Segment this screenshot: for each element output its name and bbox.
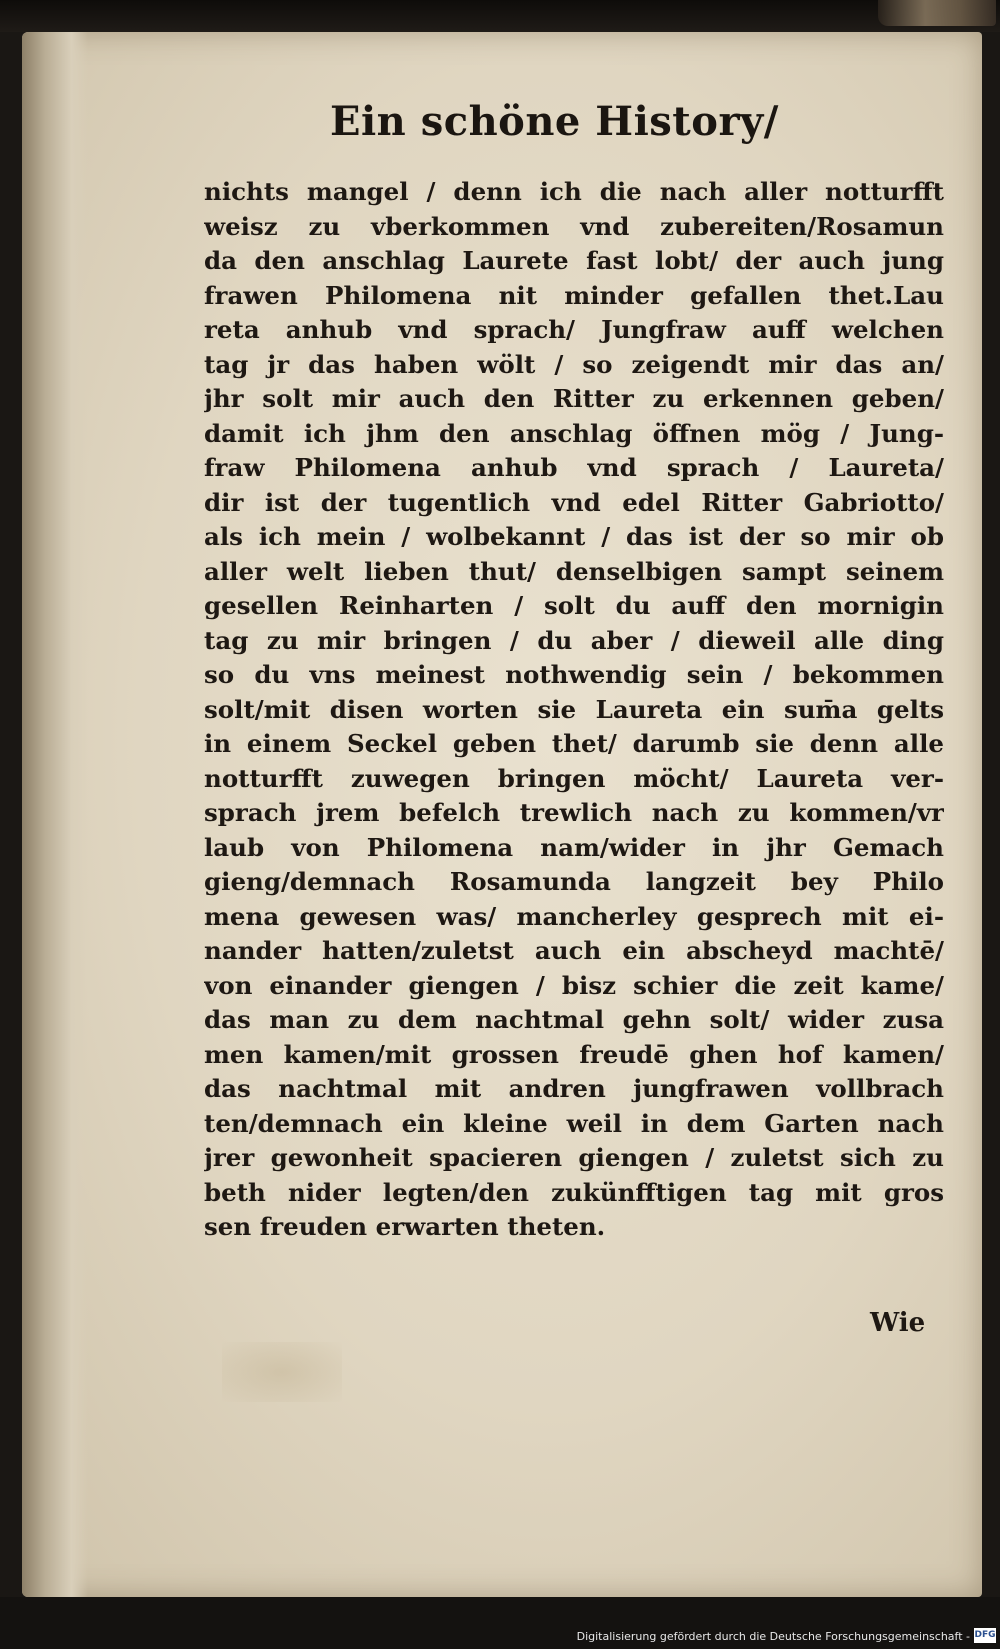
- catchword: Wie: [870, 1308, 926, 1338]
- text-line: gesellen Reinharten / solt du auff den mornigin: [204, 591, 944, 620]
- text-line: dir ist der tugentlich vnd edel Ritter Gabriotto/: [204, 487, 944, 517]
- text-line: weisz zu vberkommen vnd zubereiten/Rosamun: [204, 211, 944, 241]
- text-line: nander hatten/zuletst auch ein abscheyd machtē/: [204, 936, 944, 965]
- running-head: Ein schöne History/: [330, 98, 779, 145]
- adjacent-page-corner: [878, 0, 996, 26]
- text-line: damit ich jhm den anschlag öffnen mög / Jung-: [204, 418, 944, 448]
- funding-credit: Digitalisierung gefördert durch die Deutsche Forschungsgemeinschaft -: [576, 1630, 970, 1643]
- text-line: beth nider legten/den zukünfftigen tag mit gros: [204, 1177, 944, 1207]
- text-line: tag jr das haben wölt / so zeigendt mir das an/: [204, 349, 944, 379]
- text-line: nichts mangel / denn ich die nach aller notturfft: [204, 177, 944, 206]
- text-line: tag zu mir bringen / du aber / dieweil alle ding: [204, 625, 944, 655]
- text-line: gieng/demnach Rosamunda langzeit bey Philo: [204, 867, 944, 896]
- body-text: [204, 175, 944, 1245]
- text-line: mena gewesen was/ mancherley gesprech mit ei-: [204, 901, 944, 931]
- text-line: laub von Philomena nam/wider in jhr Gemach: [204, 832, 944, 862]
- text-line: jhr solt mir auch den Ritter zu erkennen geben/: [204, 384, 944, 413]
- page-gutter-shadow: [22, 32, 88, 1597]
- book-top-edge: [0, 0, 1000, 32]
- text-line: da den anschlag Laurete fast lobt/ der auch jung: [204, 246, 944, 275]
- text-line: fraw Philomena anhub vnd sprach / Laureta/: [204, 453, 944, 482]
- text-line: jrer gewonheit spacieren giengen / zuletst sich zu: [204, 1143, 944, 1172]
- text-line: das nachtmal mit andren jungfrawen vollbrach: [204, 1074, 944, 1103]
- text-line: von einander giengen / bisz schier die zeit kame/: [204, 970, 944, 1000]
- text-line: aller welt lieben thut/ denselbigen sampt seinem: [204, 556, 944, 586]
- text-line: solt/mit disen worten sie Laureta ein sum̄a gelts: [204, 694, 944, 724]
- text-line: frawen Philomena nit minder gefallen thet.Lau: [204, 280, 944, 310]
- paper-stain: [222, 1342, 342, 1402]
- text-line: sen freuden erwarten theten.: [204, 1212, 606, 1241]
- text-line: ten/demnach ein kleine weil in dem Garten nach: [204, 1108, 944, 1138]
- text-line: notturfft zuwegen bringen möcht/ Laureta ver-: [204, 763, 944, 793]
- text-line: als ich mein / wolbekannt / das ist der so mir ob: [204, 522, 944, 551]
- text-line: das man zu dem nachtmal gehn solt/ wider zusa: [204, 1005, 944, 1034]
- text-line: sprach jrem befelch trewlich nach zu kommen/vr: [204, 798, 944, 827]
- text-line: men kamen/mit grossen freudē ghen hof kamen/: [204, 1039, 944, 1069]
- text-line: so du vns meinest nothwendig sein / bekommen: [204, 660, 944, 689]
- text-line: reta anhub vnd sprach/ Jungfraw auff welchen: [204, 315, 944, 344]
- text-line: in einem Seckel geben thet/ darumb sie denn alle: [204, 729, 944, 758]
- dfg-logo: DFG: [974, 1628, 996, 1643]
